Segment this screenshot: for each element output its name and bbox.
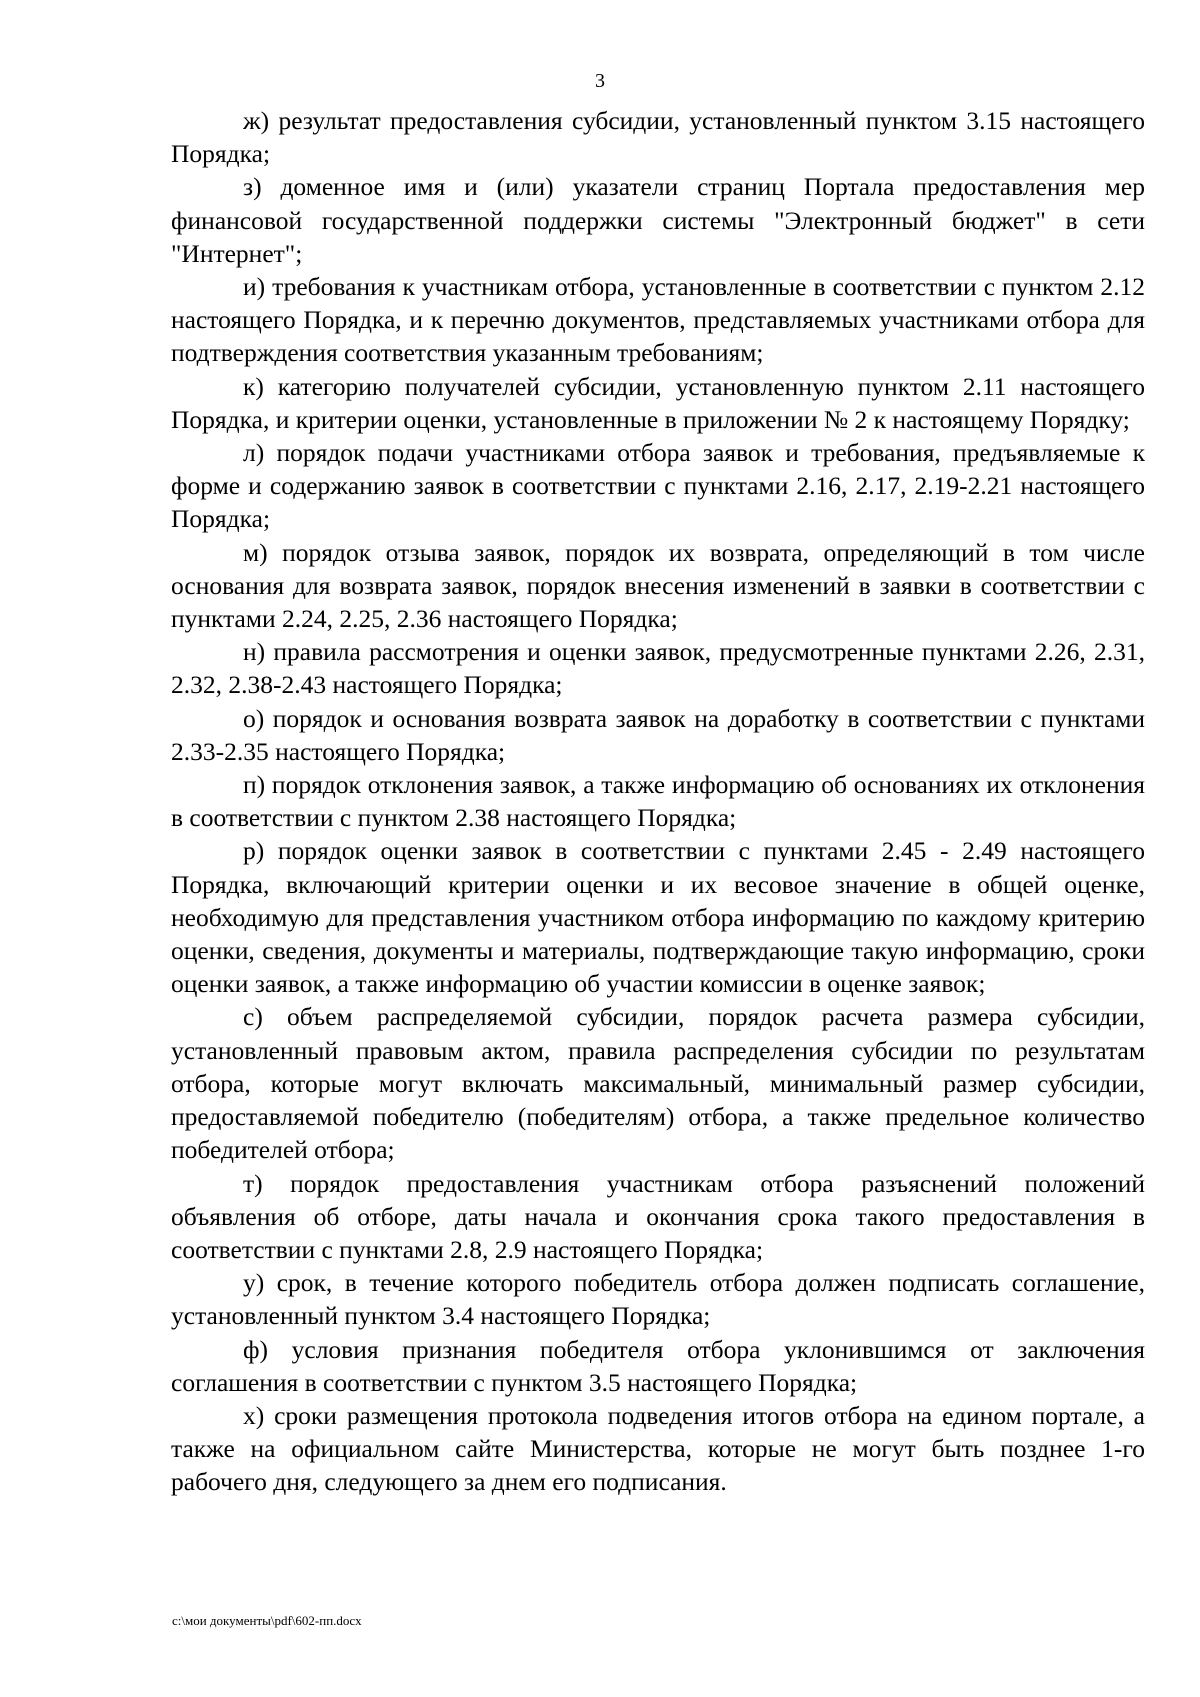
paragraph-r: р) порядок оценки заявок в соответствии с пунктами 2.45 - 2.49 настоящего Порядка, включающий критерии оценки и их весовое значение в общей оценке, необходимую для представления участником отбора информацию по каждому критерию оценки, сведения, документы и материалы, подтверждающие такую информацию, сроки оценки заявок, а также информацию об участии комиссии в оценке заявок; bbox=[171, 836, 1145, 999]
paragraph-zh: ж) результат предоставления субсидии, установленный пунктом 3.15 настоящего Порядка; bbox=[171, 106, 1145, 169]
paragraph-k: к) категорию получателей субсидии, установленную пунктом 2.11 настоящего Порядка, и критерии оценки, установленные в приложении № 2 к настоящему Порядку; bbox=[171, 371, 1145, 434]
page-number: 3 bbox=[595, 70, 605, 92]
paragraph-l: л) порядок подачи участниками отбора заявок и требования, предъявляемые к форме и содержанию заявок в соответствии с пунктами 2.16, 2.17, 2.19-2.21 настоящего Порядка; bbox=[171, 438, 1145, 534]
document-body bbox=[171, 104, 1145, 1499]
paragraph-t: т) порядок предоставления участникам отбора разъяснений положений объявления об отборе, даты начала и окончания срока такого предоставления в соответствии с пунктами 2.8, 2.9 настоящего Порядка; bbox=[171, 1168, 1145, 1264]
paragraph-o: о) порядок и основания возврата заявок на доработку в соответствии с пунктами 2.33-2.35 настоящего Порядка; bbox=[171, 703, 1145, 766]
paragraph-z: з) доменное имя и (или) указатели страниц Портала предоставления мер финансовой государственной поддержки системы "Электронный бюджет" в сети "Интернет"; bbox=[171, 172, 1145, 268]
paragraph-kh: х) сроки размещения протокола подведения итогов отбора на едином портале, а также на официальном сайте Министерства, которые не могут быть позднее 1-го рабочего дня, следующего за днем его подписания. bbox=[171, 1400, 1145, 1497]
paragraph-n: н) правила рассмотрения и оценки заявок, предусмотренные пунктами 2.26, 2.31, 2.32, 2.38-2.43 настоящего Порядка; bbox=[171, 637, 1145, 700]
paragraph-p: п) порядок отклонения заявок, а также информацию об основаниях их отклонения в соответствии с пунктом 2.38 настоящего Порядка; bbox=[171, 770, 1145, 833]
paragraph-s: с) объем распределяемой субсидии, порядок расчета размера субсидии, установленный правовым актом, правила распределения субсидии по результатам отбора, которые могут включать максимальный, минимальный размер субсидии, предоставляемой победителю (победителям) отбора, а также предельное количество победителей отбора; bbox=[171, 1002, 1145, 1165]
paragraph-f: ф) условия признания победителя отбора уклонившимся от заключения соглашения в соответствии с пунктом 3.5 настоящего Порядка; bbox=[171, 1334, 1145, 1397]
paragraph-i: и) требования к участникам отбора, установленные в соответствии с пунктом 2.12 настоящего Порядка, и к перечню документов, представляемых участниками отбора для подтверждения соответствия указанным требованиям; bbox=[171, 272, 1145, 368]
paragraph-u: у) срок, в течение которого победитель отбора должен подписать соглашение, установленный пунктом 3.4 настоящего Порядка; bbox=[171, 1268, 1145, 1331]
paragraph-m: м) порядок отзыва заявок, порядок их возврата, определяющий в том числе основания для возврата заявок, порядок внесения изменений в заявки в соответствии с пунктами 2.24, 2.25, 2.36 настоящего Порядка; bbox=[171, 537, 1145, 634]
footer-file-path: c:\мои документы\pdf\602-пп.docx bbox=[172, 1613, 362, 1628]
